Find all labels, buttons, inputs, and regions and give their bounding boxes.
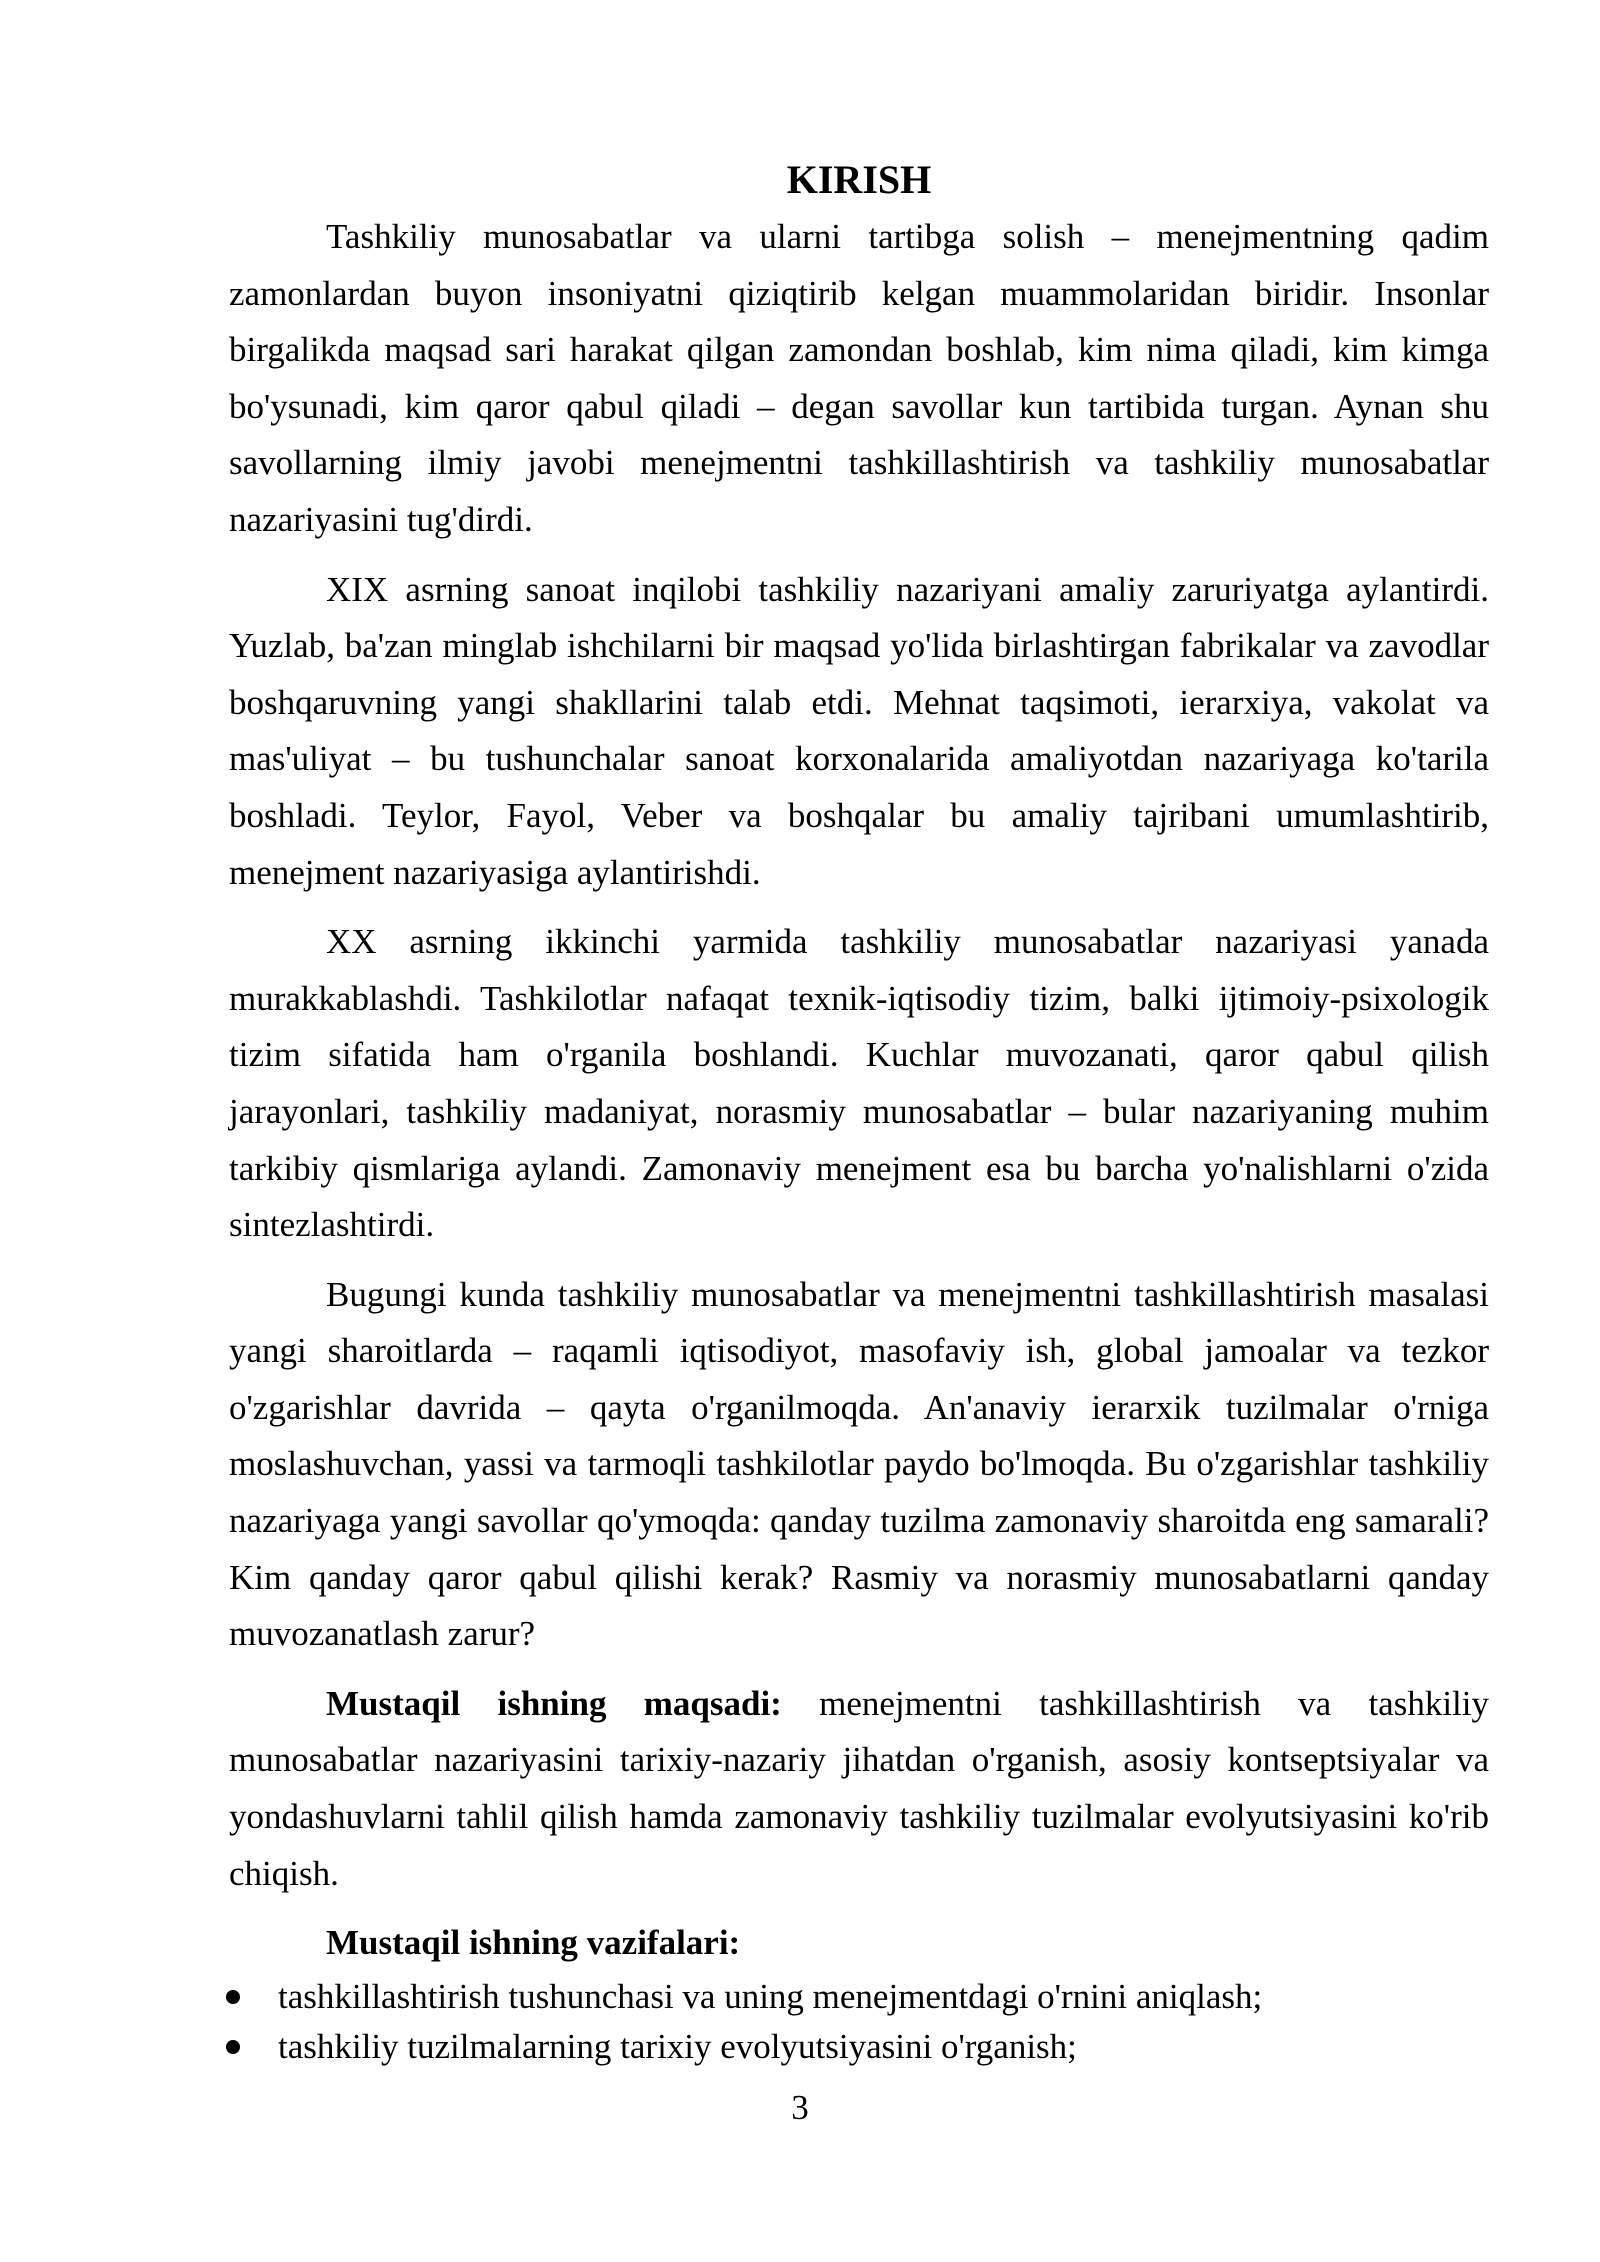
- page-content: [229, 148, 1489, 2072]
- tasks-list: [226, 1972, 1486, 2072]
- intro-paragraph-2: XIX asrning sanoat inqilobi tashkiliy nazariyani amaliy zaruriyatga aylantirdi. Yuzlab, ba'zan minglab ishchilarni bir maqsad yo'lida birlashtirgan fabrikalar va zavodlar boshqaruvning yangi shakllarini talab etdi. Mehnat taqsimoti, ierarxiya, vakolat va mas'uliyat – bu tushunchalar sanoat korxonalarida amaliyotdan nazariyaga ko'tarila boshladi. Teylor, Fayol, Veber va boshqalar bu amaliy tajribani umumlashtirib, menejment nazariyasiga aylantirishdi.: [229, 569, 1489, 892]
- goal-text: menejmentni tashkillashtirish va tashkiliy munosabatlar nazariyasini tarixiy-nazariy jihatdan o'rganish, asosiy kontseptsiyalar va yondashuvlarni tahlil qilish hamda zamonaviy tashkiliy tuzilmalar evolyutsiyasini ko'rib chiqish.: [229, 1683, 1489, 1893]
- bullet-icon: [226, 2040, 240, 2054]
- list-item: [226, 2022, 1486, 2072]
- tasks-heading: Mustaqil ishning vazifalari:: [326, 1923, 741, 1963]
- bullet-icon: [226, 1990, 240, 2004]
- task-text: tashkillashtirish tushunchasi va uning menejmentdagi o'rnini aniqlash;: [278, 1976, 1263, 2016]
- task-text: tashkiliy tuzilmalarning tarixiy evolyutsiyasini o'rganish;: [278, 2026, 1077, 2066]
- goal-label: Mustaqil ishning maqsadi:: [326, 1683, 782, 1723]
- intro-paragraph-4: Bugungi kunda tashkiliy munosabatlar va menejmentni tashkillashtirish masalasi yangi sharoitlarda – raqamli iqtisodiyot, masofaviy ish, global jamoalar va tezkor o'zgarishlar davrida – qayta o'rganilmoqda. An'anaviy ierarxik tuzilmalar o'rniga moslashuvchan, yassi va tarmoqli tashkilotlar paydo bo'lmoqda. Bu o'zgarishlar tashkiliy nazariyaga yangi savollar qo'ymoqda: qanday tuzilma zamonaviy sharoitda eng samarali? Kim qanday qaror qabul qilishi kerak? Rasmiy va norasmiy munosabatlarni qanday muvozanatlash zarur?: [229, 1274, 1489, 1654]
- list-item: [226, 1972, 1486, 2022]
- goal-paragraph: [229, 1676, 1489, 1902]
- section-title: KIRISH: [786, 157, 932, 202]
- page-number: 3: [791, 2088, 809, 2127]
- intro-paragraph-3: XX asrning ikkinchi yarmida tashkiliy munosabatlar nazariyasi yanada murakkablashdi. Tashkilotlar nafaqat texnik-iqtisodiy tizim, balki ijtimoiy-psixologik tizim sifatida ham o'rganila boshlandi. Kuchlar muvozanati, qaror qabul qilish jarayonlari, tashkiliy madaniyat, norasmiy munosabatlar – bular nazariyaning muhim tarkibiy qismlariga aylandi. Zamonaviy menejment esa bu barcha yo'nalishlarni o'zida sintezlashtirdi.: [229, 922, 1489, 1245]
- intro-paragraph-1: Tashkiliy munosabatlar va ularni tartibga solish – menejmentning qadim zamonlardan buyon insoniyatni qiziqtirib kelgan muammolaridan biridir. Insonlar birgalikda maqsad sari harakat qilgan zamondan boshlab, kim nima qiladi, kim kimga bo'ysunadi, kim qaror qabul qiladi – degan savollar kun tartibida turgan. Aynan shu savollarning ilmiy javobi menejmentni tashkillashtirish va tashkiliy munosabatlar nazariyasini tug'dirdi.: [229, 217, 1489, 539]
